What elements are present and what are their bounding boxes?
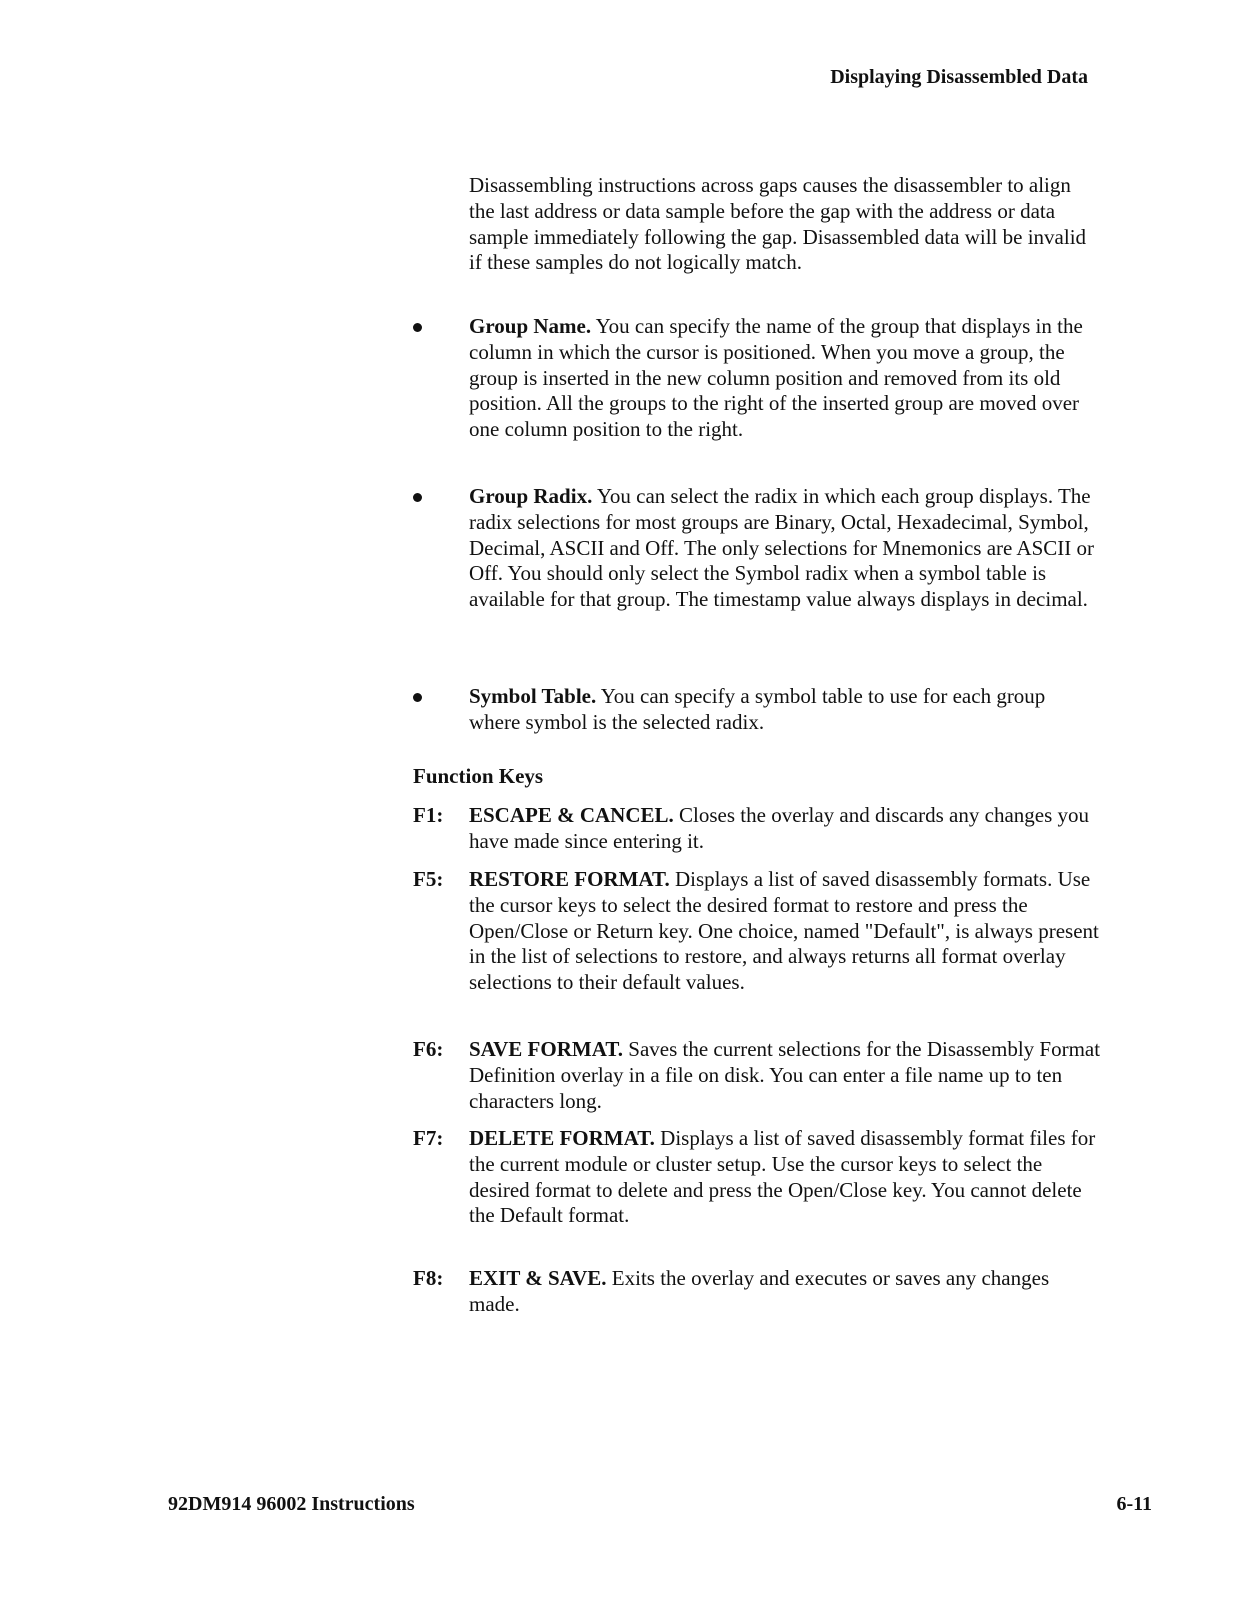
fkey-label: F8:: [413, 1266, 444, 1290]
fkey-f6: [413, 1037, 1101, 1114]
footer-doc-id: 92DM914 96002 Instructions: [168, 1493, 415, 1515]
function-keys-heading: Function Keys: [413, 764, 544, 788]
fkey-text: Displays a list of saved disassembly format files for the current module or cluster setup. Use the cursor keys to select the desired format to delete and press the Open/Close key. You cannot delete the Default format.: [469, 1126, 1096, 1228]
fkey-term: SAVE FORMAT.: [469, 1037, 624, 1061]
fkey-f5: [413, 867, 1101, 996]
bullet-text: You can select the radix in which each group displays. The radix selections for most groups are Binary, Octal, Hexadecimal, Symbol, Decimal, ASCII and Off. The only selections for Mnemonics are ASCII or Off. You should only select the Symbol radix when a symbol table is available for that group. The timestamp value always displays in decimal.: [469, 484, 1095, 612]
bullet-icon: [413, 493, 422, 502]
bullet-text: You can specify a symbol table to use for each group where symbol is the selected radix.: [469, 684, 1046, 734]
fkey-text: Saves the current selections for the Disassembly Format Definition overlay in a file on disk. You can enter a file name up to ten characters long.: [469, 1037, 1101, 1113]
fkey-label: F6:: [413, 1037, 444, 1061]
bullet-symbol-table: [469, 684, 1101, 736]
bullet-term: Symbol Table.: [469, 684, 597, 708]
bullet-term: Group Name.: [469, 314, 592, 338]
bullet-icon: [413, 323, 422, 332]
bullet-group-radix: [469, 484, 1101, 613]
fkey-text: Closes the overlay and discards any changes you have made since entering it.: [469, 803, 1090, 853]
bullet-icon: [413, 693, 422, 702]
fkey-label: F1:: [413, 803, 444, 827]
fkey-f1: [413, 803, 1101, 855]
footer-page-number: 6-11: [1116, 1493, 1152, 1515]
intro-paragraph: Disassembling instructions across gaps causes the disassembler to align the last address or data sample before the gap with the address or data sample immediately following the gap. Disassembled data will be invalid if these samples do not logically match.: [469, 173, 1087, 275]
bullet-group-name: [469, 314, 1101, 443]
fkey-label: F7:: [413, 1126, 444, 1150]
fkey-f8: [413, 1266, 1101, 1318]
fkey-text: Exits the overlay and executes or saves any changes made.: [469, 1266, 1050, 1316]
fkey-term: ESCAPE & CANCEL.: [469, 803, 674, 827]
fkey-term: RESTORE FORMAT.: [469, 867, 670, 891]
fkey-f7: [413, 1126, 1101, 1229]
bullet-text: You can specify the name of the group that displays in the column in which the cursor is positioned. When you move a group, the group is inserted in the new column position and removed from its old position. All the groups to the right of the inserted group are moved over one column position to the right.: [469, 314, 1083, 442]
bullet-term: Group Radix.: [469, 484, 593, 508]
fkey-label: F5:: [413, 867, 444, 891]
fkey-text: Displays a list of saved disassembly formats. Use the cursor keys to select the desired format to restore and press the Open/Close or Return key. One choice, named "Default", is always present in the list of selections to restore, and always returns all format overlay selections to their default values.: [469, 867, 1099, 995]
running-header: Displaying Disassembled Data: [830, 66, 1088, 88]
fkey-term: EXIT & SAVE.: [469, 1266, 607, 1290]
fkey-term: DELETE FORMAT.: [469, 1126, 655, 1150]
